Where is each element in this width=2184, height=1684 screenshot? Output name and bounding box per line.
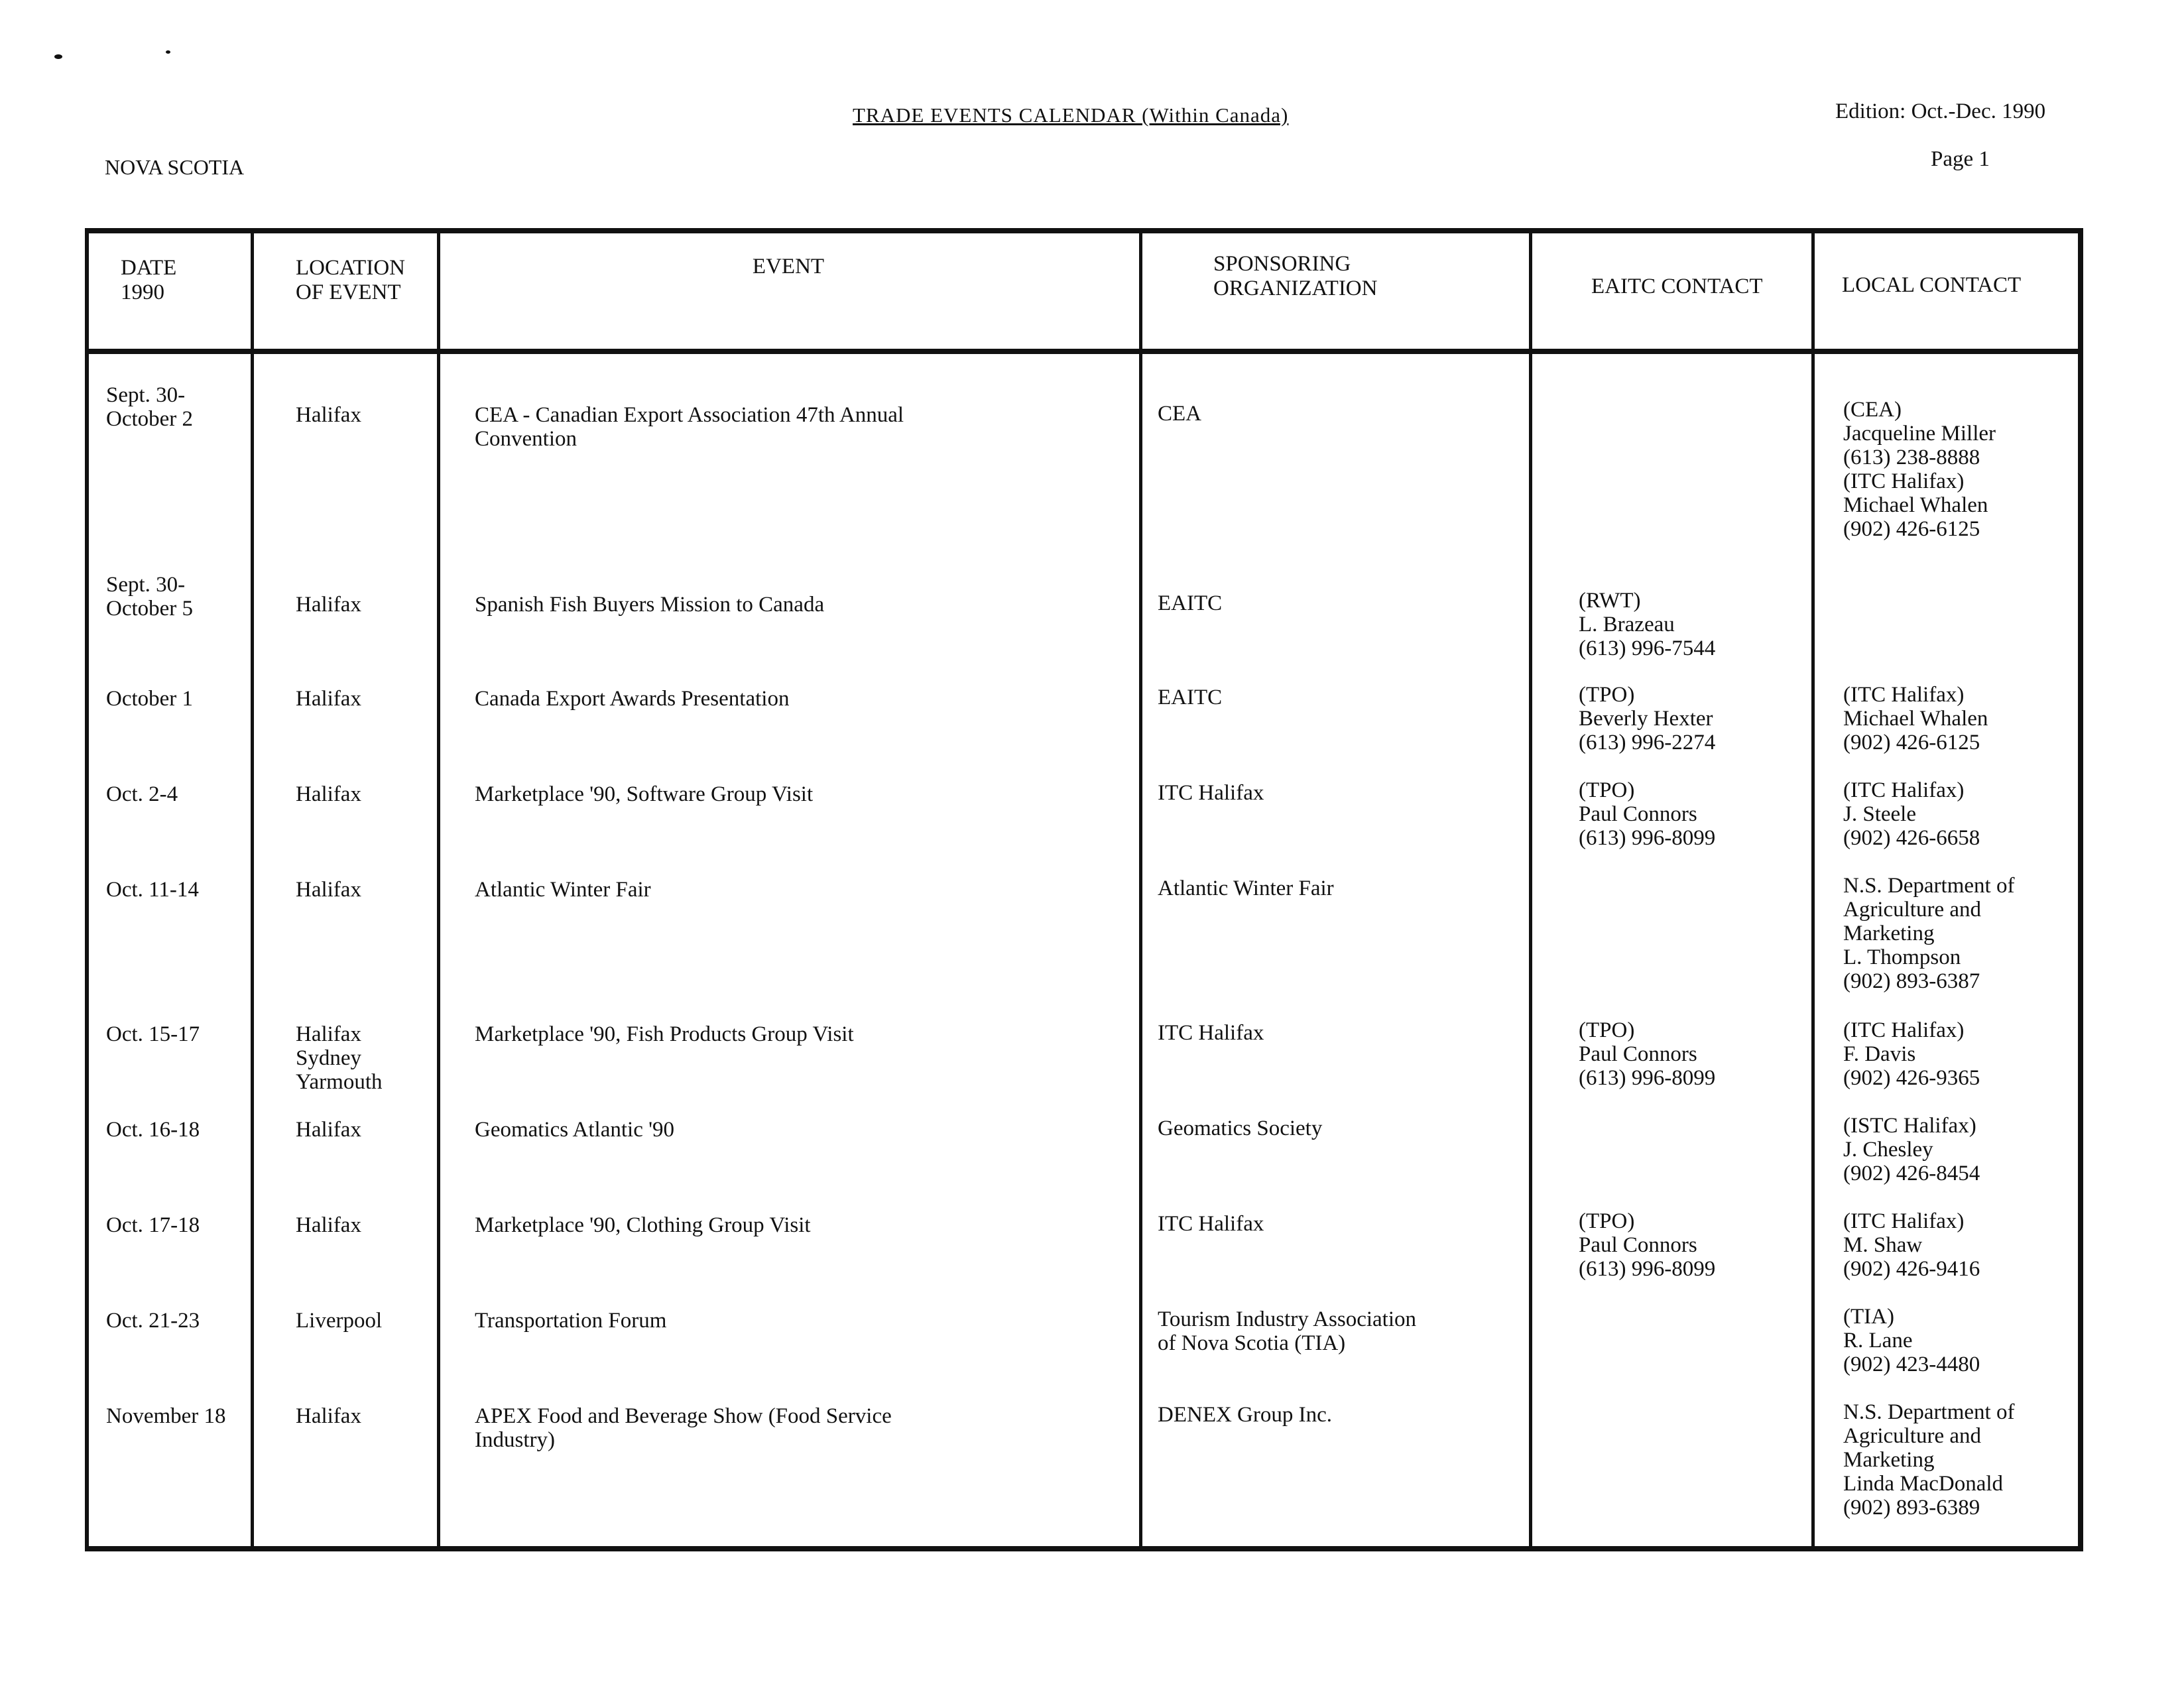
column-divider [1139, 231, 1142, 1549]
row-1-date: Sept. 30- October 2 [106, 383, 194, 431]
scan-speck [54, 54, 62, 59]
province-label: NOVA SCOTIA [105, 155, 245, 179]
row-1-event: CEA - Canadian Export Association 47th Annual Convention [475, 403, 904, 451]
row-9-location: Liverpool [296, 1309, 383, 1333]
column-header-location: LOCATION OF EVENT [296, 256, 405, 304]
row-6-location: Halifax Sydney Yarmouth [296, 1022, 383, 1094]
row-9-local-contact: (TIA) R. Lane (902) 423-4480 [1843, 1305, 1980, 1376]
row-6-event: Marketplace '90, Fish Products Group Visit [475, 1022, 854, 1046]
row-5-event: Atlantic Winter Fair [475, 878, 651, 902]
row-9-event: Transportation Forum [475, 1309, 667, 1333]
row-5-date: Oct. 11-14 [106, 878, 199, 902]
row-5-local-contact: N.S. Department of Agriculture and Marketing L. Thompson (902) 893-6387 [1843, 874, 2015, 993]
column-header-event: EVENT [752, 255, 825, 278]
row-1-location: Halifax [296, 403, 361, 427]
row-6-local-contact: (ITC Halifax) F. Davis (902) 426-9365 [1843, 1018, 1980, 1090]
column-header-sponsor: SPONSORING ORGANIZATION [1213, 252, 1378, 300]
document-title: TRADE EVENTS CALENDAR (Within Canada) [853, 103, 1289, 127]
row-7-sponsor: Geomatics Society [1158, 1116, 1323, 1140]
row-7-event: Geomatics Atlantic '90 [475, 1118, 675, 1142]
row-3-eaitc-contact: (TPO) Beverly Hexter (613) 996-2274 [1579, 683, 1716, 754]
row-3-local-contact: (ITC Halifax) Michael Whalen (902) 426-6125 [1843, 683, 1988, 754]
row-10-location: Halifax [296, 1404, 361, 1428]
row-10-date: November 18 [106, 1404, 226, 1428]
row-4-local-contact: (ITC Halifax) J. Steele (902) 426-6658 [1843, 778, 1980, 850]
row-4-eaitc-contact: (TPO) Paul Connors (613) 996-8099 [1579, 778, 1716, 850]
row-4-date: Oct. 2-4 [106, 782, 178, 806]
row-3-event: Canada Export Awards Presentation [475, 687, 790, 711]
row-3-sponsor: EAITC [1158, 686, 1223, 709]
row-2-location: Halifax [296, 593, 361, 617]
row-8-sponsor: ITC Halifax [1158, 1212, 1264, 1236]
row-5-location: Halifax [296, 878, 361, 902]
column-header-eaitc-contact: EAITC CONTACT [1591, 274, 1763, 298]
row-10-local-contact: N.S. Department of Agriculture and Marketing Linda MacDonald (902) 893-6389 [1843, 1400, 2015, 1520]
row-10-event: APEX Food and Beverage Show (Food Service Industry) [475, 1404, 892, 1452]
row-2-event: Spanish Fish Buyers Mission to Canada [475, 593, 825, 617]
row-7-location: Halifax [296, 1118, 361, 1142]
page-number: Page 1 [1931, 147, 1990, 171]
row-9-sponsor: Tourism Industry Association of Nova Scotia (TIA) [1158, 1307, 1417, 1355]
row-3-location: Halifax [296, 687, 361, 711]
row-8-date: Oct. 17-18 [106, 1213, 200, 1237]
scan-speck [166, 50, 170, 54]
row-3-date: October 1 [106, 687, 194, 711]
row-4-sponsor: ITC Halifax [1158, 781, 1264, 805]
row-8-event: Marketplace '90, Clothing Group Visit [475, 1213, 811, 1237]
row-8-eaitc-contact: (TPO) Paul Connors (613) 996-8099 [1579, 1209, 1716, 1281]
row-2-date: Sept. 30- October 5 [106, 573, 194, 621]
row-10-sponsor: DENEX Group Inc. [1158, 1403, 1333, 1427]
column-divider [1529, 231, 1532, 1549]
row-8-local-contact: (ITC Halifax) M. Shaw (902) 426-9416 [1843, 1209, 1980, 1281]
column-divider [1811, 231, 1815, 1549]
row-6-sponsor: ITC Halifax [1158, 1021, 1264, 1045]
row-8-location: Halifax [296, 1213, 361, 1237]
row-7-local-contact: (ISTC Halifax) J. Chesley (902) 426-8454 [1843, 1114, 1980, 1185]
row-2-sponsor: EAITC [1158, 591, 1223, 615]
row-9-date: Oct. 21-23 [106, 1309, 200, 1333]
row-6-date: Oct. 15-17 [106, 1022, 200, 1046]
row-4-event: Marketplace '90, Software Group Visit [475, 782, 814, 806]
row-1-sponsor: CEA [1158, 402, 1201, 426]
row-2-eaitc-contact: (RWT) L. Brazeau (613) 996-7544 [1579, 589, 1716, 660]
row-5-sponsor: Atlantic Winter Fair [1158, 876, 1334, 900]
column-header-date: DATE 1990 [121, 256, 177, 304]
header-divider [85, 349, 2083, 354]
row-1-local-contact: (CEA) Jacqueline Miller (613) 238-8888 (ITC Halifax) Michael Whalen (902) 426-6125 [1843, 398, 1996, 541]
edition-label: Edition: Oct.-Dec. 1990 [1835, 99, 2046, 123]
row-7-date: Oct. 16-18 [106, 1118, 200, 1142]
row-4-location: Halifax [296, 782, 361, 806]
row-6-eaitc-contact: (TPO) Paul Connors (613) 996-8099 [1579, 1018, 1716, 1090]
column-divider [251, 231, 254, 1549]
column-header-local-contact: LOCAL CONTACT [1842, 273, 2022, 297]
